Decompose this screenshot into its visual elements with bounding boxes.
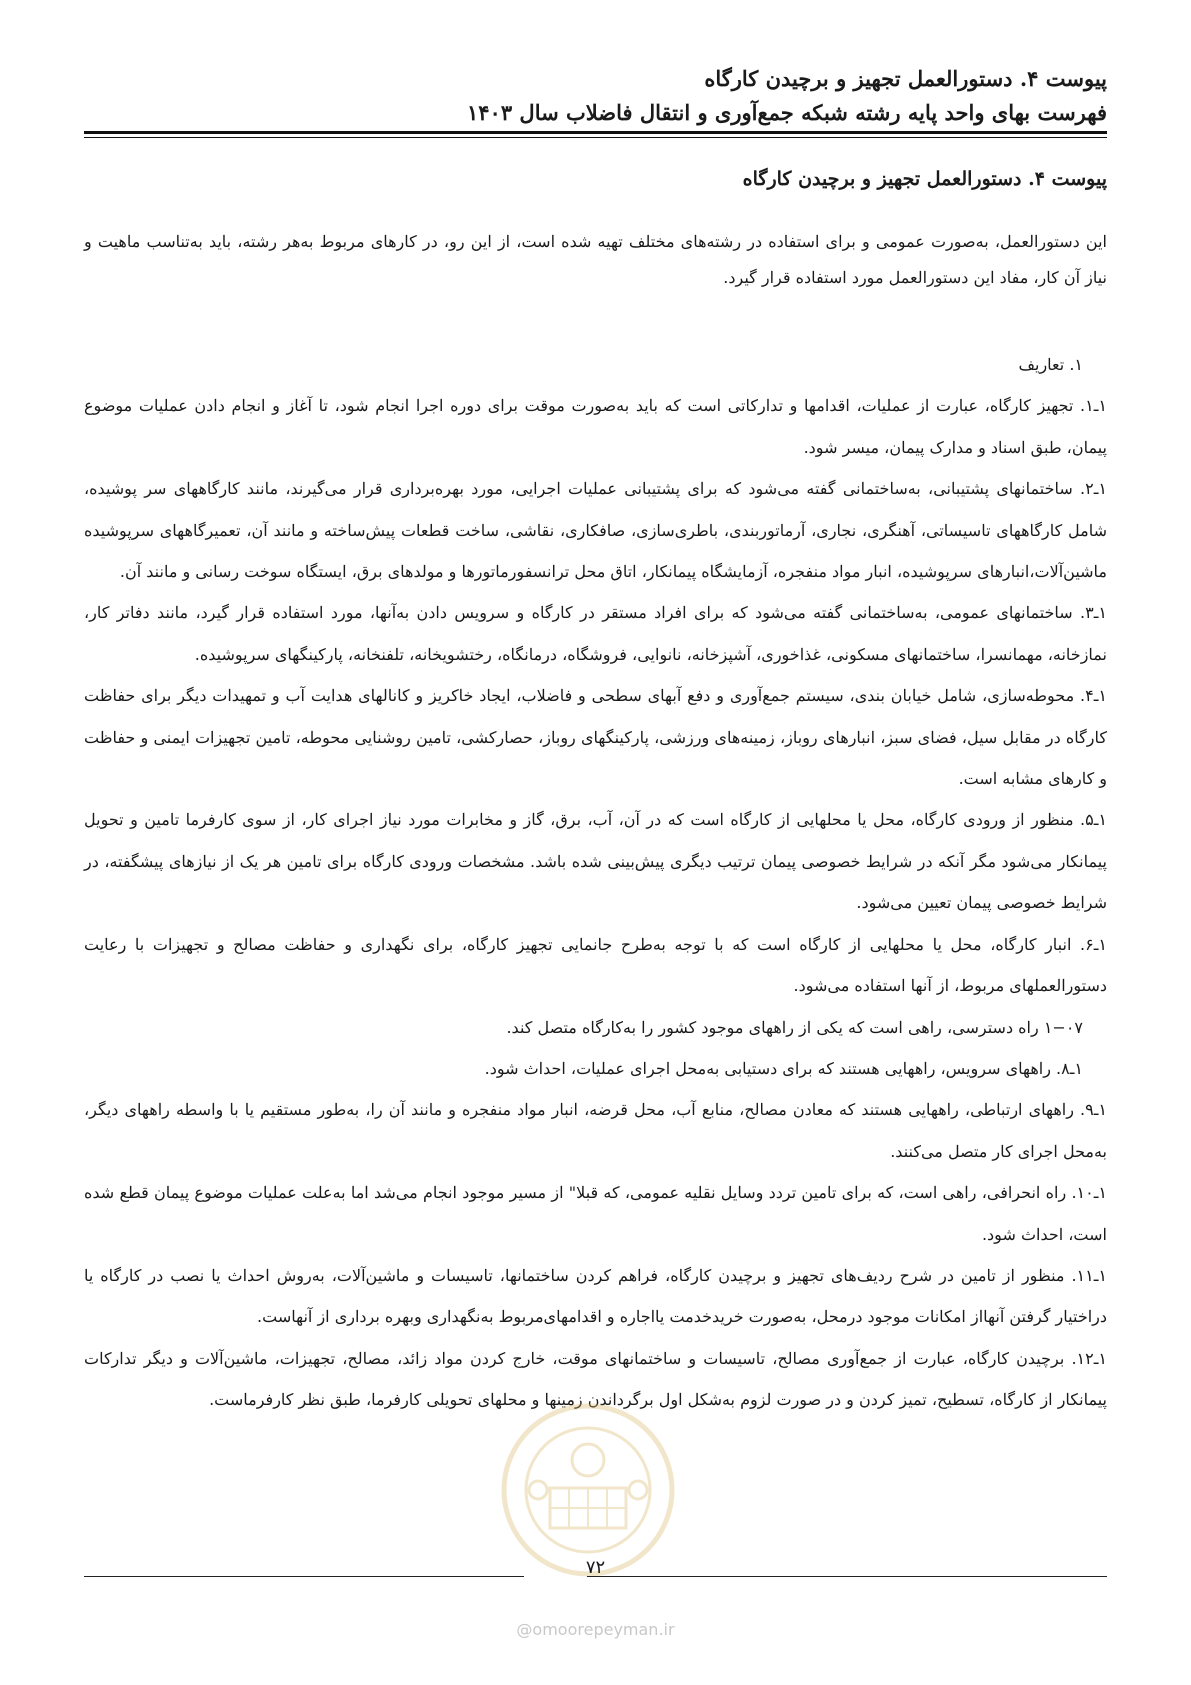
definition-item: ۱ـ۴. محوطه‌سازی، شامل خیابان بندی، سیستم جمع‌آوری و دفع آبهای سطحی و فاضلاب، ایجاد خاکریز و کانالهای هدایت آب و تمهیدات دیگر برای حفاظت کارگاه در مقابل سیل، فضای سبز، انبارهای روباز، زمینه‌های ورزشی، پارکینگهای روباز، حصارکشی، تامین روشنایی محوطه، تامین تجهیزات ایمنی و حفاظت و کارهای مشابه است. — [84, 686, 1108, 789]
header-rule-thin — [84, 137, 1107, 138]
intro-paragraph — [84, 224, 1107, 296]
section-title: پیوست ۴. دستورالعمل تجهیز و برچیدن کارگاه — [742, 168, 1107, 190]
definition-item: ۱ـ۸. راههای سرویس، راههایی هستند که برای دستیابی به‌محل اجرای عملیات، احداث شود. — [484, 1058, 1083, 1078]
definitions-section — [84, 344, 1107, 1421]
definitions-heading: ۱. تعاریف — [1018, 355, 1083, 374]
definition-item: ۱ـ۱۰. راه انحرافی، راهی است، که برای تامین تردد وسایل نقلیه عمومی، که قبلا" از مسیر موجود انجام می‌شد اما به‌علت عملیات موضوع پیمان قطع شده است، احداث شود. — [84, 1183, 1107, 1244]
definition-item: ۱ـ۱. تجهیز کارگاه، عبارت از عملیات، اقدامها و تدارکاتی است که باید به‌صورت موقت برای دوره اجرا انجام شود، تا آغاز و انجام دادن عملیات موضوع پیمان، طبق اسناد و مدارک پیمان، میسر شود. — [84, 396, 1108, 457]
page-header — [84, 62, 1107, 130]
definition-item: ۱−۰۷ راه دسترسی، راهی است که یکی از راههای موجود کشور را به‌کارگاه متصل کند. — [506, 1017, 1083, 1037]
page-number: ۷۲ — [585, 1557, 606, 1578]
definition-item: ۱ـ۱۲. برچیدن کارگاه، عبارت از جمع‌آوری مصالح، تاسیسات و ساختمانهای موقت، خارج کردن مواد زائد، مصالح، تجهیزات، ماشین‌آلات و دیگر تدارکات پیمانکار از کارگاه، تسطیح، تمیز کردن و در صورت لزوم به‌شکل اول برگرداندن زمینها و محلهای تحویلی کارفرما، طبق نظر کارفرماست. — [84, 1348, 1108, 1410]
seal-watermark-icon — [498, 1400, 678, 1580]
header-title-line-2: فهرست بهای واحد پایه رشته شبکه جمع‌آوری و انتقال فاضلاب سال ۱۴۰۳ — [467, 100, 1107, 125]
header-title-line-1: پیوست ۴. دستورالعمل تجهیز و برچیدن کارگاه — [704, 66, 1107, 91]
definition-item: ۱ـ۳. ساختمانهای عمومی، به‌ساختمانی گفته می‌شود که برای افراد مستقر در کارگاه و سرویس دادن به‌آنها، مورد استفاده قرار گیرد، مانند دفاتر کار، نمازخانه، مهمانسرا، ساختمانهای مسکونی، غذاخوری، آشپزخانه، نانوایی، فروشگاه، درمانگاه، رختشویخانه، تلفنخانه، پارکینگهای سرپوشیده. — [84, 603, 1107, 664]
definition-item: ۱ـ۶. انبار کارگاه، محل یا محلهایی از کارگاه است که با توجه به‌طرح جانمایی تجهیز کارگاه، برای نگهداری و حفاظت مصالح و تجهیزات با رعایت دستورالعملهای مربوط، از آنها استفاده می‌شود. — [84, 934, 1107, 996]
footer-rule-left — [84, 1576, 524, 1577]
footer-rule-right — [587, 1576, 1107, 1577]
definition-item: ۱ـ۵. منظور از ورودی کارگاه، محل یا محلهایی از کارگاه است که در آن، آب، برق، گاز و مخابرات مورد نیاز اجرای کار، از سوی کارفرما تامین و تحویل پیمانکار می‌شود مگر آنکه در شرایط خصوصی پیمان ترتیب دیگری پیش‌بینی شده باشد. مشخصات ورودی کارگاه برای تامین هر یک از نیازهای پیشگفته، در شرایط خصوصی پیمان تعیین می‌شود. — [84, 810, 1107, 913]
definition-item: ۱ـ۹. راههای ارتباطی، راههایی هستند که معادن مصالح، منابع آب، محل قرضه، انبار مواد منفجره و مانند آن را، به‌طور مستقیم یا با واسطه راههای دیگر، به‌محل اجرای کار متصل می‌کنند. — [84, 1100, 1107, 1161]
definition-item: ۱ـ۱۱. منظور از تامین در شرح ردیف‌های تجهیز و برچیدن کارگاه، فراهم کردن ساختمانها، تاسیسات و ماشین‌آلات، به‌روش احداث یا نصب در کارگاه یا دراختیار گرفتن آنهااز امکانات موجود درمحل، به‌صورت خریدخدمت یااجاره و اقدامهای‌مربوط به‌نگهداری وبهره برداری از آنهاست. — [84, 1265, 1107, 1327]
watermark-url: @omoorepeyman.ir — [516, 1620, 675, 1639]
header-rule-thick — [84, 131, 1107, 134]
intro-text: این دستورالعمل، به‌صورت عمومی و برای استفاده در رشته‌های مختلف تهیه شده است، از این رو، در کارهای مربوط به‌هر رشته، باید به‌تناسب ماهیت و نیاز آن کار، مفاد این دستورالعمل مورد استفاده قرار گیرد. — [84, 232, 1107, 287]
definition-item: ۱ـ۲. ساختمانهای پشتیبانی، به‌ساختمانی گفته می‌شود که برای پشتیبانی عملیات اجرایی، مورد بهره‌برداری قرار می‌گیرند، مانند کارگاههای سر پوشیده، شامل کارگاههای تاسیساتی، آهنگری، نجاری، آرماتوربندی، باطری‌سازی، صافکاری، نقاشی، ساخت قطعات پیش‌ساخته و مانند آن، تعمیرگاههای سرپوشیده ماشین‌آلات،انبارهای سرپوشیده، انبار مواد منفجره، آزمایشگاه پیمانکار، اتاق محل ترانسفورماتورها و مولدهای برق، ایستگاه سوخت رسانی و مانند آن. — [84, 479, 1107, 582]
